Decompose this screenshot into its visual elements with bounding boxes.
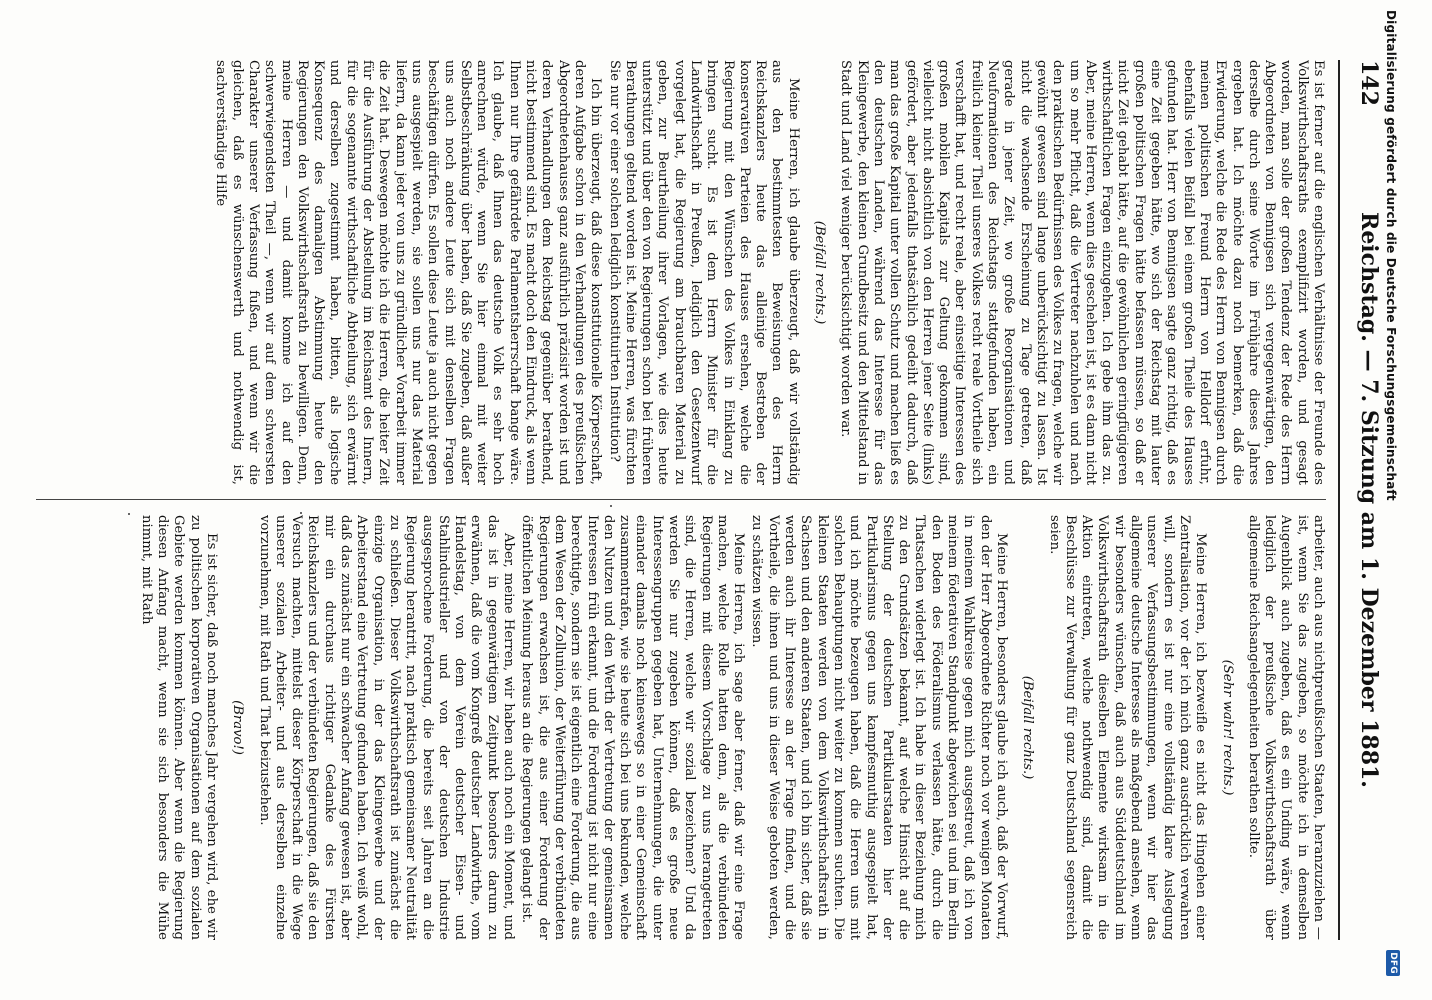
paragraph: Aber, meine Herren, wir haben auch noch ein Moment, und das ist in gegenwärtigem Zeitpunkt besonders darum zu erwähnen, daß die vom Kongreß deutscher Landwirthe, vom Handelstag, von dem Verein deutscher Eisen- und Stahlindustrieller und von der deutschen Industrie ausgesprochene Forderung, die bereits seit Jahren an die Regierung herantritt, nach praktisch gemeinsamer Neutralität zu schließen. Dieser Volkswirthschaftsrath ist zunächst die einzige Organisation, in der das Kleingewerbe und der Arbeiterstand eine Vertretung gefunden haben. Ich weiß wohl, daß das zunächst nur ein schwacher Anfang gewesen ist, aber mir ein durchaus richtiger Gedanke des Fürsten Reichskanzlers und der verbündeten Regierungen, daß sie den Versuch machten, mittelst dieser Körperschaft in die Wege unserer sozialen Arbeiter- und aus derselben einzelne vorzunehmen, mit Rath und That beizustehen.	[256, 515, 517, 940]
right-column	[36, 515, 1326, 940]
left-column	[36, 60, 1326, 485]
paragraph: arbeiter, auch aus nichtpreußischen Staaten, heranzuziehen — ist, wenn Sie das zugeben, so möchte ich in demselben Augenblick auch zugeben, daß es ein Unding wäre, wenn lediglich der preußische Volkswirthschaftsrath über allgemeine Reichsangelegenheiten berathen sollte.	[1245, 515, 1326, 940]
paragraph: Meine Herren, ich bezweifle es nicht das Hingehen einer Zentralisation, vor der ich mich ganz ausdrücklich verwahren will, sondern es ist nur eine vollständig klare Auslegung unserer Verfassungsbestimmungen, wenn wir hier das allgemeine deutsche Interesse als maßgebend ansehen, wenn wir besonders wünschen, daß auch aus Süddeutschland im Volkswirthschaftsrath dieselben Elemente wirksam in die Aktion eintreten, welche nothwendig sind, damit die Beschlüsse zur Verwaltung für ganz Deutschland segensreich seien.	[1046, 515, 1209, 940]
running-title: Reichstag. — 7. Sitzung am 1. Dezember 1881.	[1356, 212, 1382, 788]
applause-note: (Sehr wahr! rechts.)	[1219, 659, 1235, 796]
column-divider	[36, 499, 1326, 500]
paragraph: Meine Herren, ich sage aber ferner, daß wir eine Frage machen, welche Rolle hatten denn, als die verbündeten Regierungen mit diesem Vorschlage zu uns herangetreten sind, die Herren, welche wir sozial bezeichnen? Und da werden Sie nur zugeben können, daß es große neue Interessengruppen gegeben hat, Unternehmungen, die unter einander damals noch keineswegs so in einer Gemeinschaft zusammentrafen, wie sie heute sich bei uns bekunden, welche den Nutzen und den Werth der Vertretung der gemeinsamen Interessen früh erkannt, und die Forderung ist nicht nur eine berechtigte, sondern sie ist eigentlich eine Forderung, die aus dem Wesen der Zollunion, der Weiterführung der verbündeten Regierungen erwachsen ist, die aus einer Forderung der öffentlichen Meinung heraus an die Regierungen gelangt ist.	[519, 515, 747, 940]
paragraph: Meine Herren, besonders glaube ich auch, daß der Vorwurf, den der Herr Abgeordnete Richter noch vor wenigen Monaten in meinem Wahlkreise gegen mich ausgestreut, daß ich von meinem föderativen Standpunkt abgewichen sei und im Berlin den Boden des Föderalismus verlassen hätte, durch die Thatsachen widerlegt ist. Ich habe in dieser Beziehung mich zu den Grundsätzen bekannt, auf welche Hinsicht auf die Stellung der deutschen Partikularstaaten hier der Partikularismus gegen uns kampfesmuthig ausgespielt hat, und ich möchte bezeugen haben, daß die Herren uns mit solchen Behauptungen nicht weiter zu kommen suchten. Die kleinen Staaten werden von dem Volkswirthschaftsrath in Sachsen und den anderen Staaten, und ich bin sicher, daß sie werden auch ihr Interesse an der Frage finden, und die Vortheile, die ihnen und uns in dieser Weise geboten werden, zu schätzen wissen.	[749, 515, 1009, 940]
applause-note: (Beifall rechts.)	[812, 220, 828, 325]
paragraph: Es ist sicher, daß noch manches Jahr vergehen wird, ehe wir zu politischen korporativen Organisationen auf dem sozialen Gebiete werden kommen können. Aber wenn die Regierung diesen Anfang macht, wenn sie sich besonders die Mühe nimmt, mit Rath	[138, 515, 219, 940]
scan-speck	[300, 512, 302, 514]
header-rule	[1338, 60, 1340, 940]
page-content-rotated	[20, 0, 1400, 1000]
paragraph: Meine Herren, ich glaube überzeugt, daß wir vollständig aus den bestimmtesten Beweisungen des Herrn Reichskanzlers heute das alleinige Bestreben der konservativen Parteien des Hauses ersehen, welche die Regierung mit den Wünschen des Volkes in Einklang zu bringen sucht. Es ist dem Herrn Minister für die Landwirthschaft in Preußen, lediglich den Gesetzentwurf vorgelegt hat, die Regierung am brauchbaren Material zu geben, zur Beurtheilung ihrer Vorlagen, wie dies heute unterstützt und über den von Regierungen schon bei früheren Berathungen geltend worden ist. Meine Herren, was fürchten Sie nur vor einer solchen lediglich konstituirten Institution?	[606, 60, 801, 485]
paragraph: Es ist ferner auf die englischen Verhältnisse der Freunde des Volkswirthschaftsraths exemplifizirt worden, und gesagt worden, man solle der großen Tendenz der Rede des Herrn Abgeordneten von Bennigsen sich vergegenwärtigen, den derselbe durch seine Worte im Frühjahre dieses Jahres ergeben hat. Ich möchte dazu noch bemerken, daß die Erwiderung, welche die Rede des Herrn von Bennigsen durch meinen politischen Freund Herrn von Helldorf erfuhr, ebenfalls vielen Beifall bei einem großen Theile des Hauses gefunden hat. Herr von Bennigsen sagte ganz richtig, daß es eine Zeit gegeben hätte, wo sich der Reichstag mit lauter großen politischen Fragen hätte befassen müssen, so daß er nicht Zeit gehabt hätte, auf die gewöhnlichen geringfügigeren wirthschaftlichen Fragen einzugehen. Ich gebe ihm das zu. Aber, meine Herren, wenn dies geschehen ist, ist es dann nicht um so mehr Pflicht, daß die Vertreter nachzuholen und nach den praktischen Bedürfnissen des Volkes zu fragen, welche wir gewöhnt gewesen sind lange unberücksichtigt zu lassen. Ist nicht die wachsende Erscheinung zu Tage getreten, daß gerade in jener Zeit, wo große Reorganisationen und Neuformationen des Reichstags stattgefunden haben, ein freilich kleiner Theil unseres Volkes recht reale Vortheile sich verschafft hat, und recht reale, aber einseitige Interessen des großen mobilen Kapitals zur Geltung gekommen sind, vielleicht nicht absichtlich von den Herren jener Seite (links) gefördert, aber jedenfalls thatsächlich gedeiht dadurch, daß man das große Kapital unter vollen Schutz und machen ließ es den deutschen Landen, während das Interesse für das Kleingewerbe, den kleinen Grundbesitz und den Mittelstand in Stadt und Land viel weniger berücksichtigt worden war.	[838, 60, 1326, 485]
applause-note: (Beifall rechts.)	[1020, 675, 1036, 780]
paragraph: Ich bin überzeugt, daß diese konstitutionelle Körperschaft, deren Aufgabe schon in den Verhandlungen des preußischen Abgeordnetenhauses ganz ausführlich präzisirt worden ist und deren Verhandlungen dem Reichstag gegenüber berathend, nicht bestimmend sind. Es macht doch den Eindruck, als wenn Ihnen nur Ihre gefährdete Parlamentsherrschaft bange wäre. Ich glaube, daß Ihnen das deutsche Volk es sehr hoch anrechnen würde, wenn Sie hier einmal mit weiter Selbstbeschränkung über haben, daß Sie zugeben, daß außer uns auch noch andere Leute sich mit denselben Fragen beschäftigen dürfen. Es sollen diese Leute ja auch nicht gegen uns ausgespielt werden, sie sollen uns nur das Material liefern, da kann jeder von uns zu gründlicher Vorarbeit immer die Zeit hat. Deswegen möchte ich die Herren, die heiter Zeit für die Ausführung der Abstellung im Reichsamt des Innern, für die sogenannte wirthschaftliche Abtheilung, sich erwärmt und derselben zugestimmt haben, bitten, als logische Konsequenz des damaligen Abstimmung heute den Regierungen den Volkswirthschaftsrath zu bewilligen. Denn, meine Herren — und damit komme ich auf den schwerwiegendsten Theil —, wenn wir auf dem schwersten Charakter unserer Verfassung fußen, und wenn wir die gleichen, daß es wünschenswerth und nothwendig ist, sachverständige Hilfe	[213, 60, 604, 485]
credit-text: Digitalisierung gefördert durch die Deutsche Forschungsgemeinschaft	[1384, 10, 1398, 501]
page-number: 142	[1356, 60, 1382, 106]
scan-speck	[128, 513, 130, 515]
applause-note: (Bravo!)	[230, 700, 246, 755]
dfg-logo: DFG	[1386, 950, 1400, 976]
digitization-credit	[1378, 10, 1402, 990]
scan-speck	[610, 505, 612, 507]
